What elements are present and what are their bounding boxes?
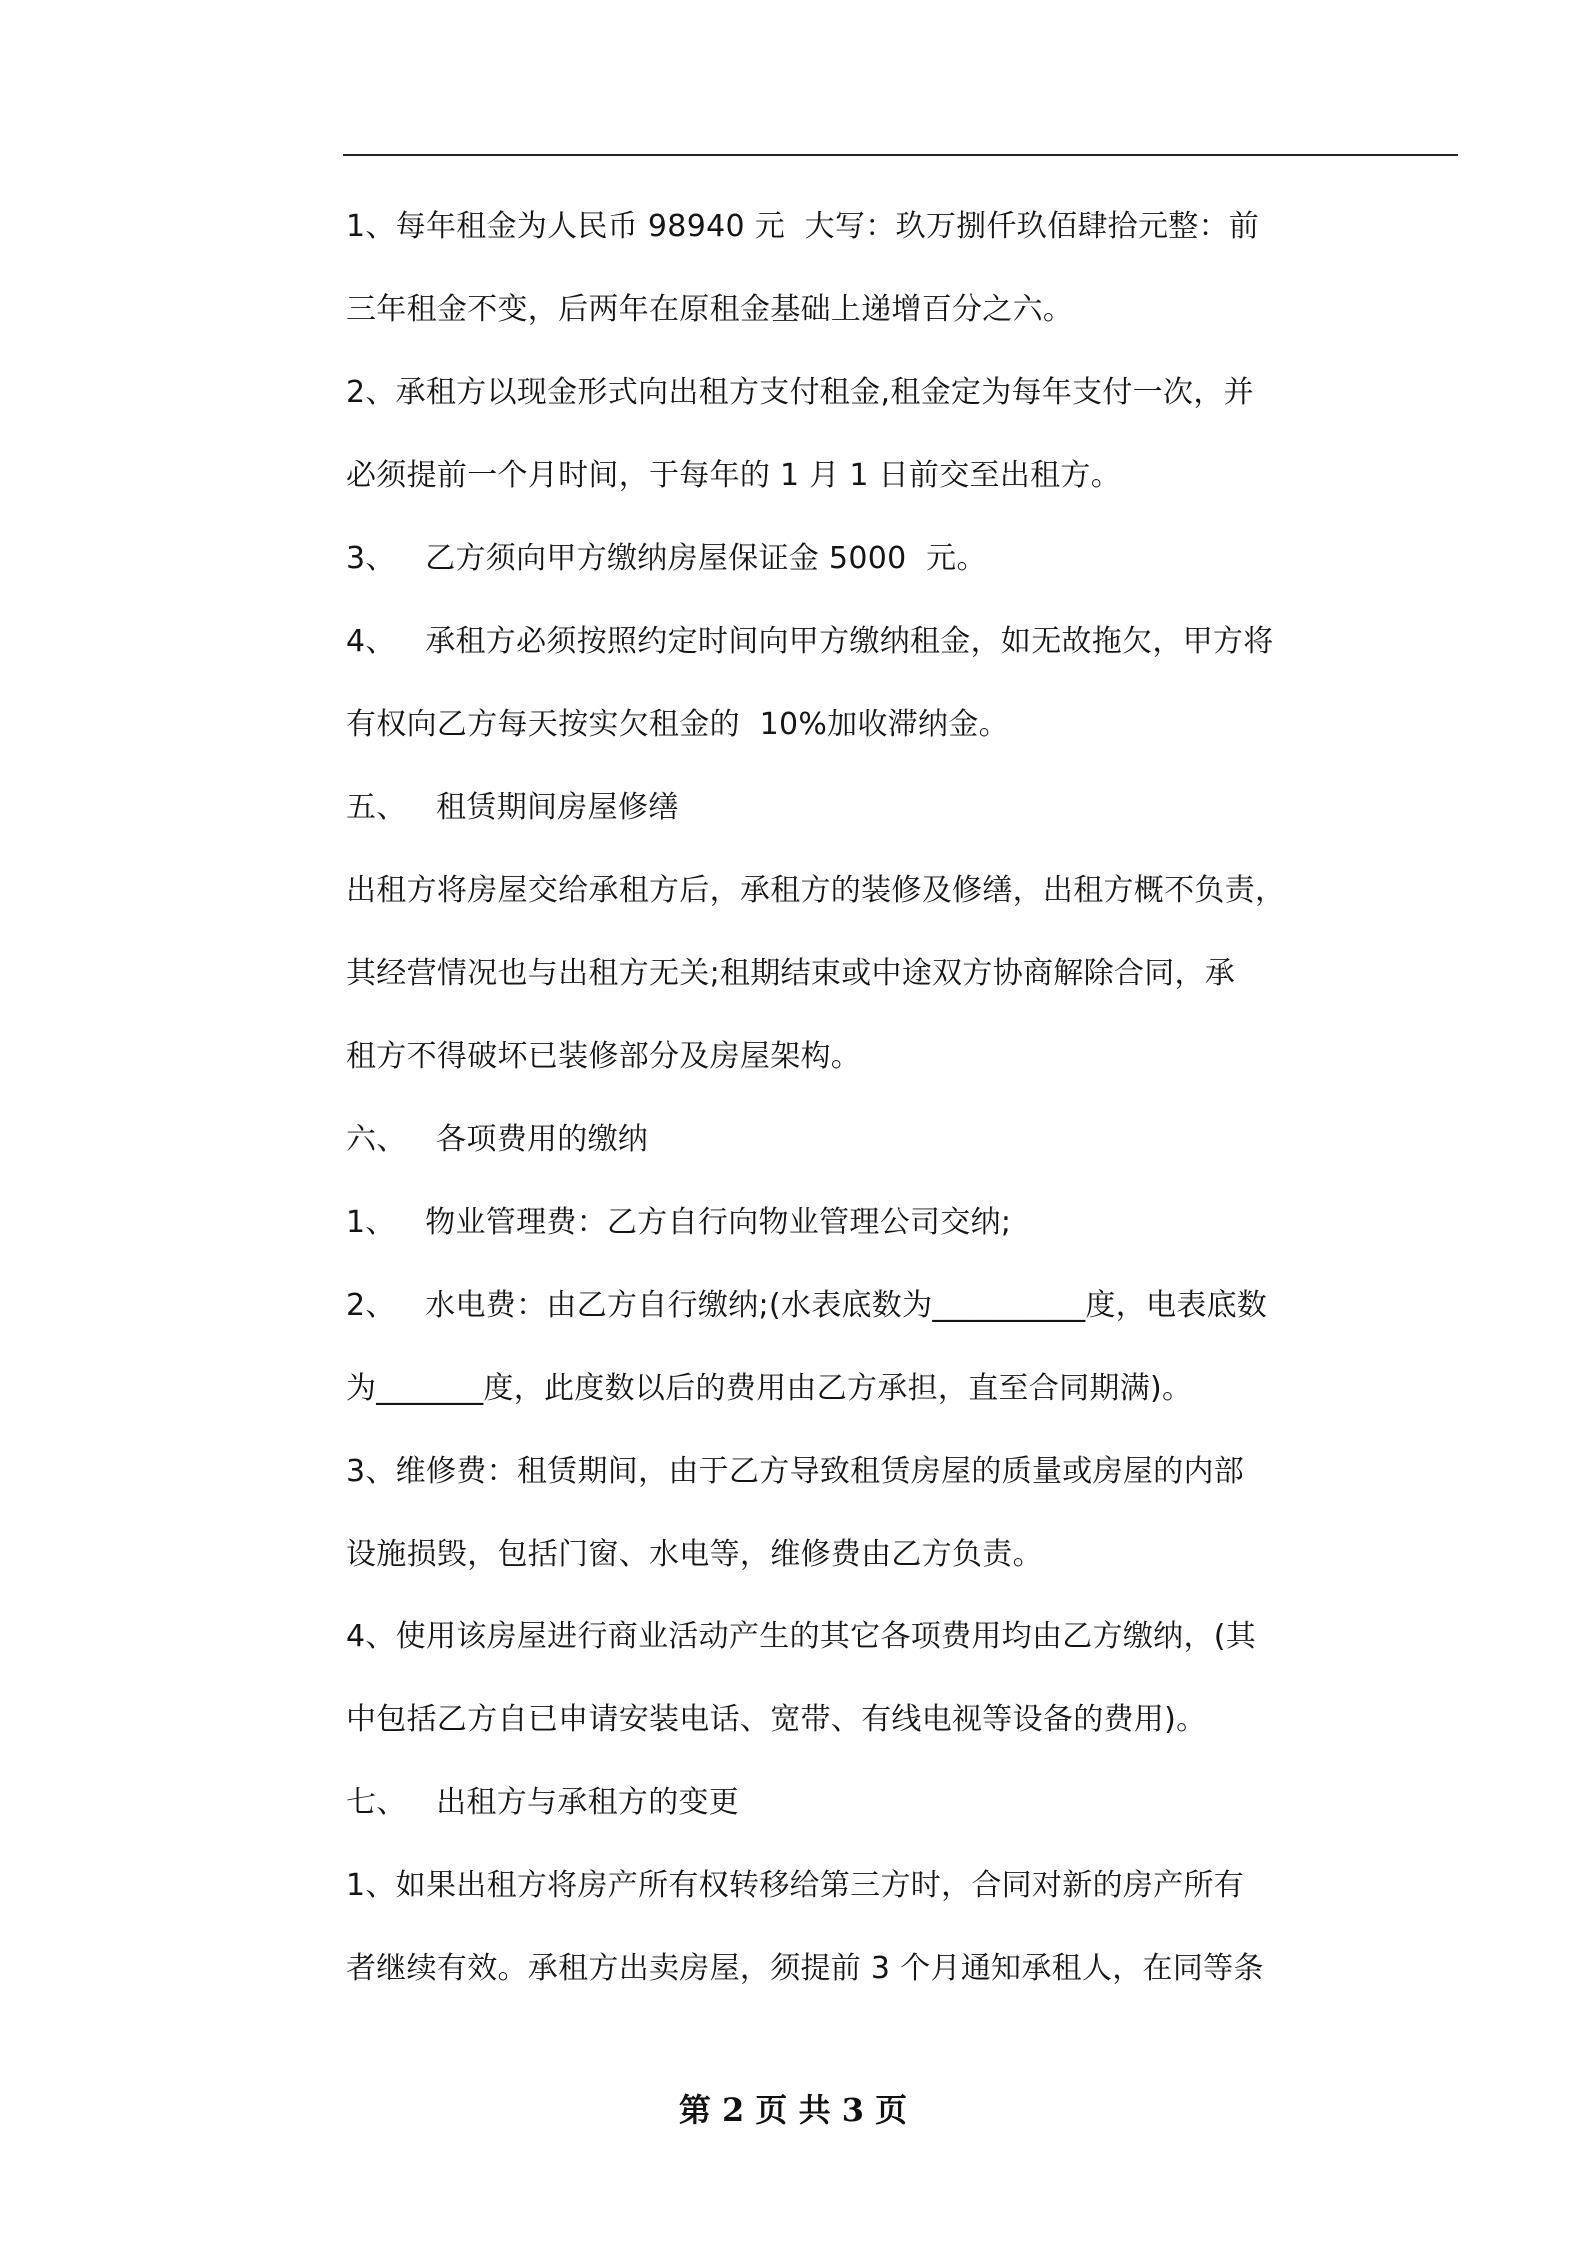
- text-line: 出租方将房屋交给承租方后，承租方的装修及修缮，出租方概不负责，: [346, 873, 1286, 908]
- text-line: 三年租金不变，后两年在原租金基础上递增百分之六。: [346, 292, 1074, 327]
- text-line: 2、 水电费：由乙方自行缴纳;(水表底数为__________度，电表底数: [346, 1288, 1268, 1323]
- text-line: 3、维修费：租赁期间，由于乙方导致租赁房屋的质量或房屋的内部: [346, 1454, 1245, 1489]
- text-line: 3、 乙方须向甲方缴纳房屋保证金 5000 元。: [346, 541, 987, 576]
- text-line: 有权向乙方每天按实欠租金的 10%加收滞纳金。: [346, 707, 1009, 742]
- text-line: 4、 承租方必须按照约定时间向甲方缴纳租金，如无故拖欠，甲方将: [346, 624, 1274, 659]
- text-line: 2、承租方以现金形式向出租方支付租金,租金定为每年支付一次，并: [346, 375, 1254, 410]
- text-line: 必须提前一个月时间，于每年的 1 月 1 日前交至出租方。: [346, 458, 1122, 493]
- text-line: 租方不得破坏已装修部分及房屋架构。: [346, 1039, 862, 1074]
- text-line: 为_______度，此度数以后的费用由乙方承担，直至合同期满)。: [346, 1371, 1193, 1406]
- text-line: 设施损毁，包括门窗、水电等，维修费由乙方负责。: [346, 1537, 1043, 1572]
- text-line: 4、使用该房屋进行商业活动产生的其它各项费用均由乙方缴纳，(其: [346, 1619, 1257, 1654]
- text-line: 中包括乙方自已申请安装电话、宽带、有线电视等设备的费用)。: [346, 1702, 1207, 1737]
- section-heading: 六、 各项费用的缴纳: [346, 1122, 649, 1157]
- text-line: 1、 物业管理费：乙方自行向物业管理公司交纳;: [346, 1205, 1012, 1240]
- text-line: 其经营情况也与出租方无关;租期结束或中途双方协商解除合同，承: [346, 956, 1236, 991]
- section-heading: 五、 租赁期间房屋修缮: [346, 790, 679, 825]
- text-line: 者继续有效。承租方出卖房屋，须提前 3 个月通知承租人，在同等条: [346, 1951, 1264, 1986]
- page-number: 第 2 页 共 3 页: [678, 2091, 908, 2129]
- text-line: 1、如果出租方将房产所有权转移给第三方时，合同对新的房产所有: [346, 1868, 1245, 1903]
- text-line: 1、每年租金为人民币 98940 元 大写：玖万捌仟玖佰肆拾元整：前: [346, 209, 1260, 244]
- header-rule: [343, 154, 1458, 156]
- section-heading: 七、 出租方与承租方的变更: [346, 1785, 740, 1820]
